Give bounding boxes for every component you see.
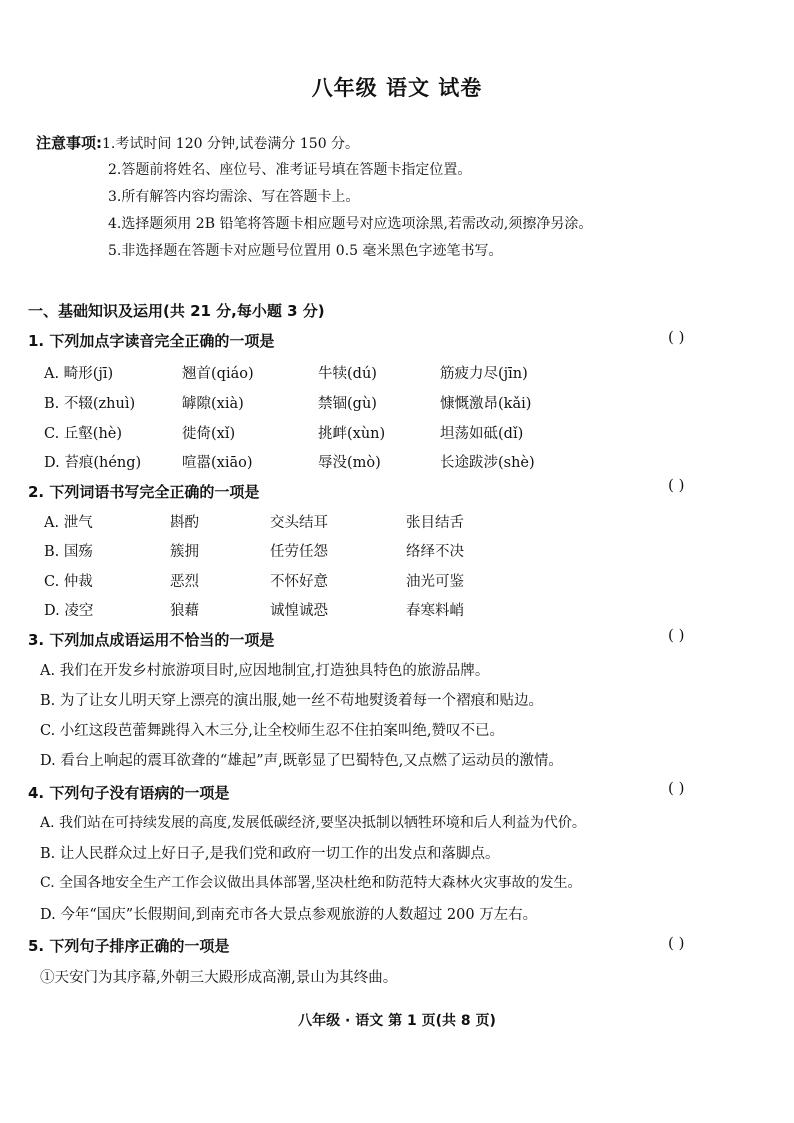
notes-label: 注意事项:	[36, 134, 102, 152]
answer-paren-4: ( )	[668, 779, 685, 797]
note-item: 5.非选择题在答题卡对应题号位置用 0.5 毫米黑色字迹笔书写。	[108, 243, 503, 259]
page-title: 八年级 语文 试卷	[311, 76, 483, 100]
question-5-stem: 5. 下列句子排序正确的一项是	[28, 937, 230, 955]
q2-option: 交头结耳	[270, 515, 328, 531]
question-3-stem: 3. 下列加点成语运用不恰当的一项是	[28, 631, 275, 649]
question-4-stem: 4. 下列句子没有语病的一项是	[28, 784, 230, 802]
q1-option: 禁锢(gù)	[318, 396, 377, 412]
section-heading: 一、基础知识及运用(共 21 分,每小题 3 分)	[28, 302, 325, 320]
q1-option: 挑衅(xùn)	[318, 426, 386, 442]
q2-option: 络绎不决	[406, 544, 464, 560]
q3-option: C. 小红这段芭蕾舞跳得入木三分,让全校师生忍不住拍案叫绝,赞叹不已。	[40, 723, 505, 739]
q2-option: 斟酌	[170, 515, 199, 531]
note-line-2	[36, 157, 592, 184]
q1-option: 牛犊(dú)	[318, 366, 377, 382]
page-footer: 八年级 · 语文 第 1 页(共 8 页)	[298, 1013, 496, 1029]
q1-option: 坦荡如砥(dǐ)	[440, 426, 524, 442]
q4-option: A. 我们站在可持续发展的高度,发展低碳经济,要坚决抵制以牺牲环境和后人利益为代价。	[40, 815, 586, 831]
notes-block	[36, 130, 592, 265]
q2-option: 不怀好意	[270, 574, 328, 590]
note-item: 1.考试时间 120 分钟,试卷满分 150 分。	[102, 136, 360, 152]
note-item: 4.选择题须用 2B 铅笔将答题卡相应题号对应选项涂黑,若需改动,须擦净另涂。	[108, 216, 593, 232]
note-line-1	[36, 130, 592, 157]
q1-option: B. 不辍(zhuì)	[44, 396, 136, 412]
q1-option: 筋疲力尽(jīn)	[440, 366, 528, 382]
q1-option: A. 畸形(jī)	[44, 366, 114, 382]
q4-option: D. 今年“国庆”长假期间,到南充市各大景点参观旅游的人数超过 200 万左右。	[40, 907, 538, 923]
q2-option: C. 仲裁	[44, 574, 93, 590]
q4-option: B. 让人民群众过上好日子,是我们党和政府一切工作的出发点和落脚点。	[40, 846, 500, 862]
question-1-stem: 1. 下列加点字读音完全正确的一项是	[28, 332, 275, 350]
q2-option: B. 国殇	[44, 544, 93, 560]
note-item: 2.答题前将姓名、座位号、准考证号填在答题卡指定位置。	[108, 162, 472, 178]
q5-sentence: ①天安门为其序幕,外朝三大殿形成高潮,景山为其终曲。	[40, 970, 398, 986]
q3-option: D. 看台上响起的震耳欲聋的“雄起”声,既彰显了巴蜀特色,又点燃了运动员的激情。	[40, 753, 563, 769]
q1-option: 慷慨激昂(kǎi)	[440, 396, 532, 412]
answer-paren-3: ( )	[668, 626, 685, 644]
q3-option: A. 我们在开发乡村旅游项目时,应因地制宜,打造独具特色的旅游品牌。	[40, 663, 490, 679]
q2-option: A. 泄气	[44, 515, 93, 531]
q1-option: 罅隙(xià)	[182, 396, 244, 412]
q2-option: 恶烈	[170, 574, 199, 590]
note-line-4	[36, 211, 592, 238]
q1-option: C. 丘壑(hè)	[44, 426, 123, 442]
q2-option: 油光可鉴	[406, 574, 464, 590]
question-2-stem: 2. 下列词语书写完全正确的一项是	[28, 483, 260, 501]
q1-option: 长途跋涉(shè)	[440, 455, 535, 471]
q1-option: D. 苔痕(héng)	[44, 455, 142, 471]
note-item: 3.所有解答内容均需涂、写在答题卡上。	[108, 189, 360, 205]
q2-option: 诚惶诚恐	[270, 603, 328, 619]
q2-option: 张目结舌	[406, 515, 464, 531]
q2-option: 狼藉	[170, 603, 199, 619]
q1-option: 徙倚(xǐ)	[182, 426, 236, 442]
note-line-3	[36, 184, 592, 211]
q3-option: B. 为了让女儿明天穿上漂亮的演出服,她一丝不苟地熨烫着每一个褶痕和贴边。	[40, 693, 543, 709]
answer-paren-5: ( )	[668, 934, 685, 952]
q2-option: D. 凌空	[44, 603, 94, 619]
note-line-5	[36, 238, 592, 265]
q1-option: 辱没(mò)	[318, 455, 381, 471]
q4-option: C. 全国各地安全生产工作会议做出具体部署,坚决杜绝和防范特大森林火灾事故的发生。	[40, 875, 582, 891]
q1-option: 喧嚣(xiāo)	[182, 455, 253, 471]
q2-option: 簇拥	[170, 544, 199, 560]
answer-paren-1: ( )	[668, 328, 685, 346]
q2-option: 春寒料峭	[406, 603, 464, 619]
q1-option: 翘首(qiáo)	[182, 366, 254, 382]
answer-paren-2: ( )	[668, 476, 685, 494]
q2-option: 任劳任怨	[270, 544, 328, 560]
